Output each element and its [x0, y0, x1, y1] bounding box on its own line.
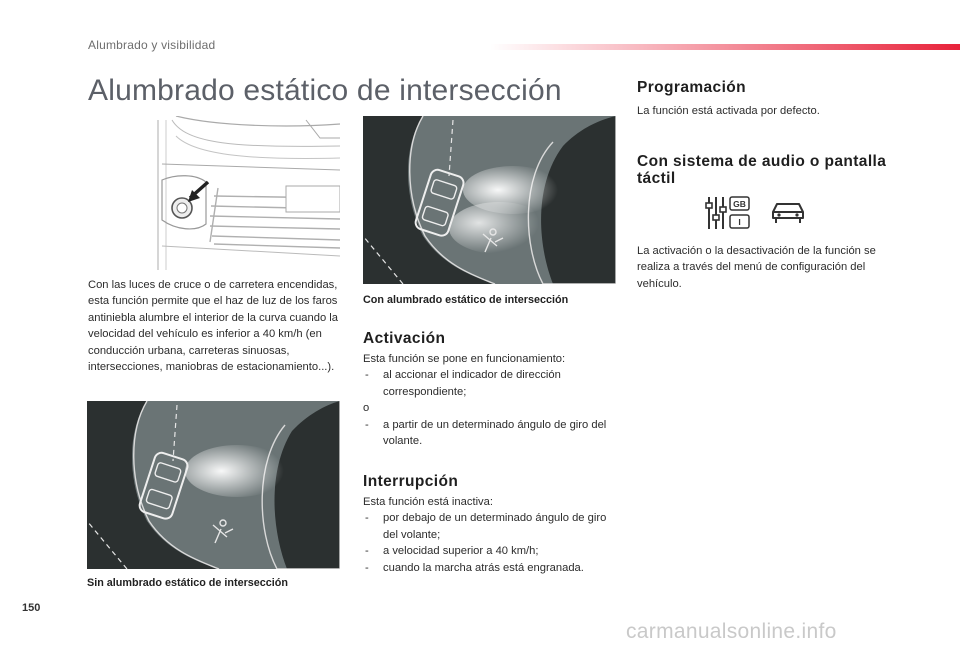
- activation-heading: Activación: [363, 330, 446, 347]
- interruption-section: [363, 494, 613, 576]
- interruption-item: - por debajo de un determinado ángulo de giro del volante;: [363, 510, 613, 543]
- activation-lead: Esta función se pone en funcionamiento:: [363, 353, 566, 365]
- caption-without-static-lighting: Sin alumbrado estático de intersección: [87, 577, 288, 589]
- watermark: carmanualsonline.info: [626, 620, 837, 643]
- interruption-heading: Interrupción: [363, 473, 459, 490]
- figure-without-static-lighting: [87, 401, 340, 569]
- language-badge-bottom: I: [738, 217, 741, 227]
- page-title: Alumbrado estático de intersección: [88, 74, 562, 107]
- audio-heading-line1: Con sistema de audio o pantalla: [637, 153, 887, 170]
- section-label: Alumbrado y visibilidad: [88, 38, 216, 52]
- programming-text: La función está activada por defecto.: [637, 105, 820, 117]
- header-accent-bar: [490, 44, 960, 50]
- activation-or: o: [363, 402, 370, 415]
- activation-item: - al accionar el indicador de dirección correspondiente;: [363, 367, 613, 400]
- audio-heading-line2: táctil: [637, 170, 676, 187]
- intro-paragraph: Con las luces de cruce o de carretera encendidas, esta función permite que el haz de luz de los faros antiniebla alumbre el interior de la curva cuando la velocidad del vehículo es inferior a 40 km/h (en conducción urbana, carreteras sinuosas, intersecciones, maniobras de estacionamiento...).: [88, 279, 339, 374]
- programming-heading: Programación: [637, 79, 747, 96]
- interruption-item: - a velocidad superior a 40 km/h;: [363, 543, 613, 559]
- audio-heading: [637, 153, 897, 187]
- vehicle-icon: [770, 198, 806, 226]
- settings-sliders-icon: [705, 195, 751, 231]
- language-badge-top: GB: [733, 199, 746, 209]
- activation-item: - a partir de un determinado ángulo de giro del volante.: [363, 417, 613, 450]
- audio-text: La activación o la desactivación de la función se realiza a través del menú de configuración del vehículo.: [637, 245, 876, 290]
- interruption-item: - cuando la marcha atrás está engranada.: [363, 560, 613, 576]
- figure-with-static-lighting: [363, 116, 616, 284]
- page-number: 150: [22, 602, 41, 614]
- fog-lamp-bumper-illustration: [156, 116, 340, 270]
- caption-with-static-lighting: Con alumbrado estático de intersección: [363, 294, 569, 306]
- activation-section: [363, 351, 613, 449]
- interruption-lead: Esta función está inactiva:: [363, 496, 493, 508]
